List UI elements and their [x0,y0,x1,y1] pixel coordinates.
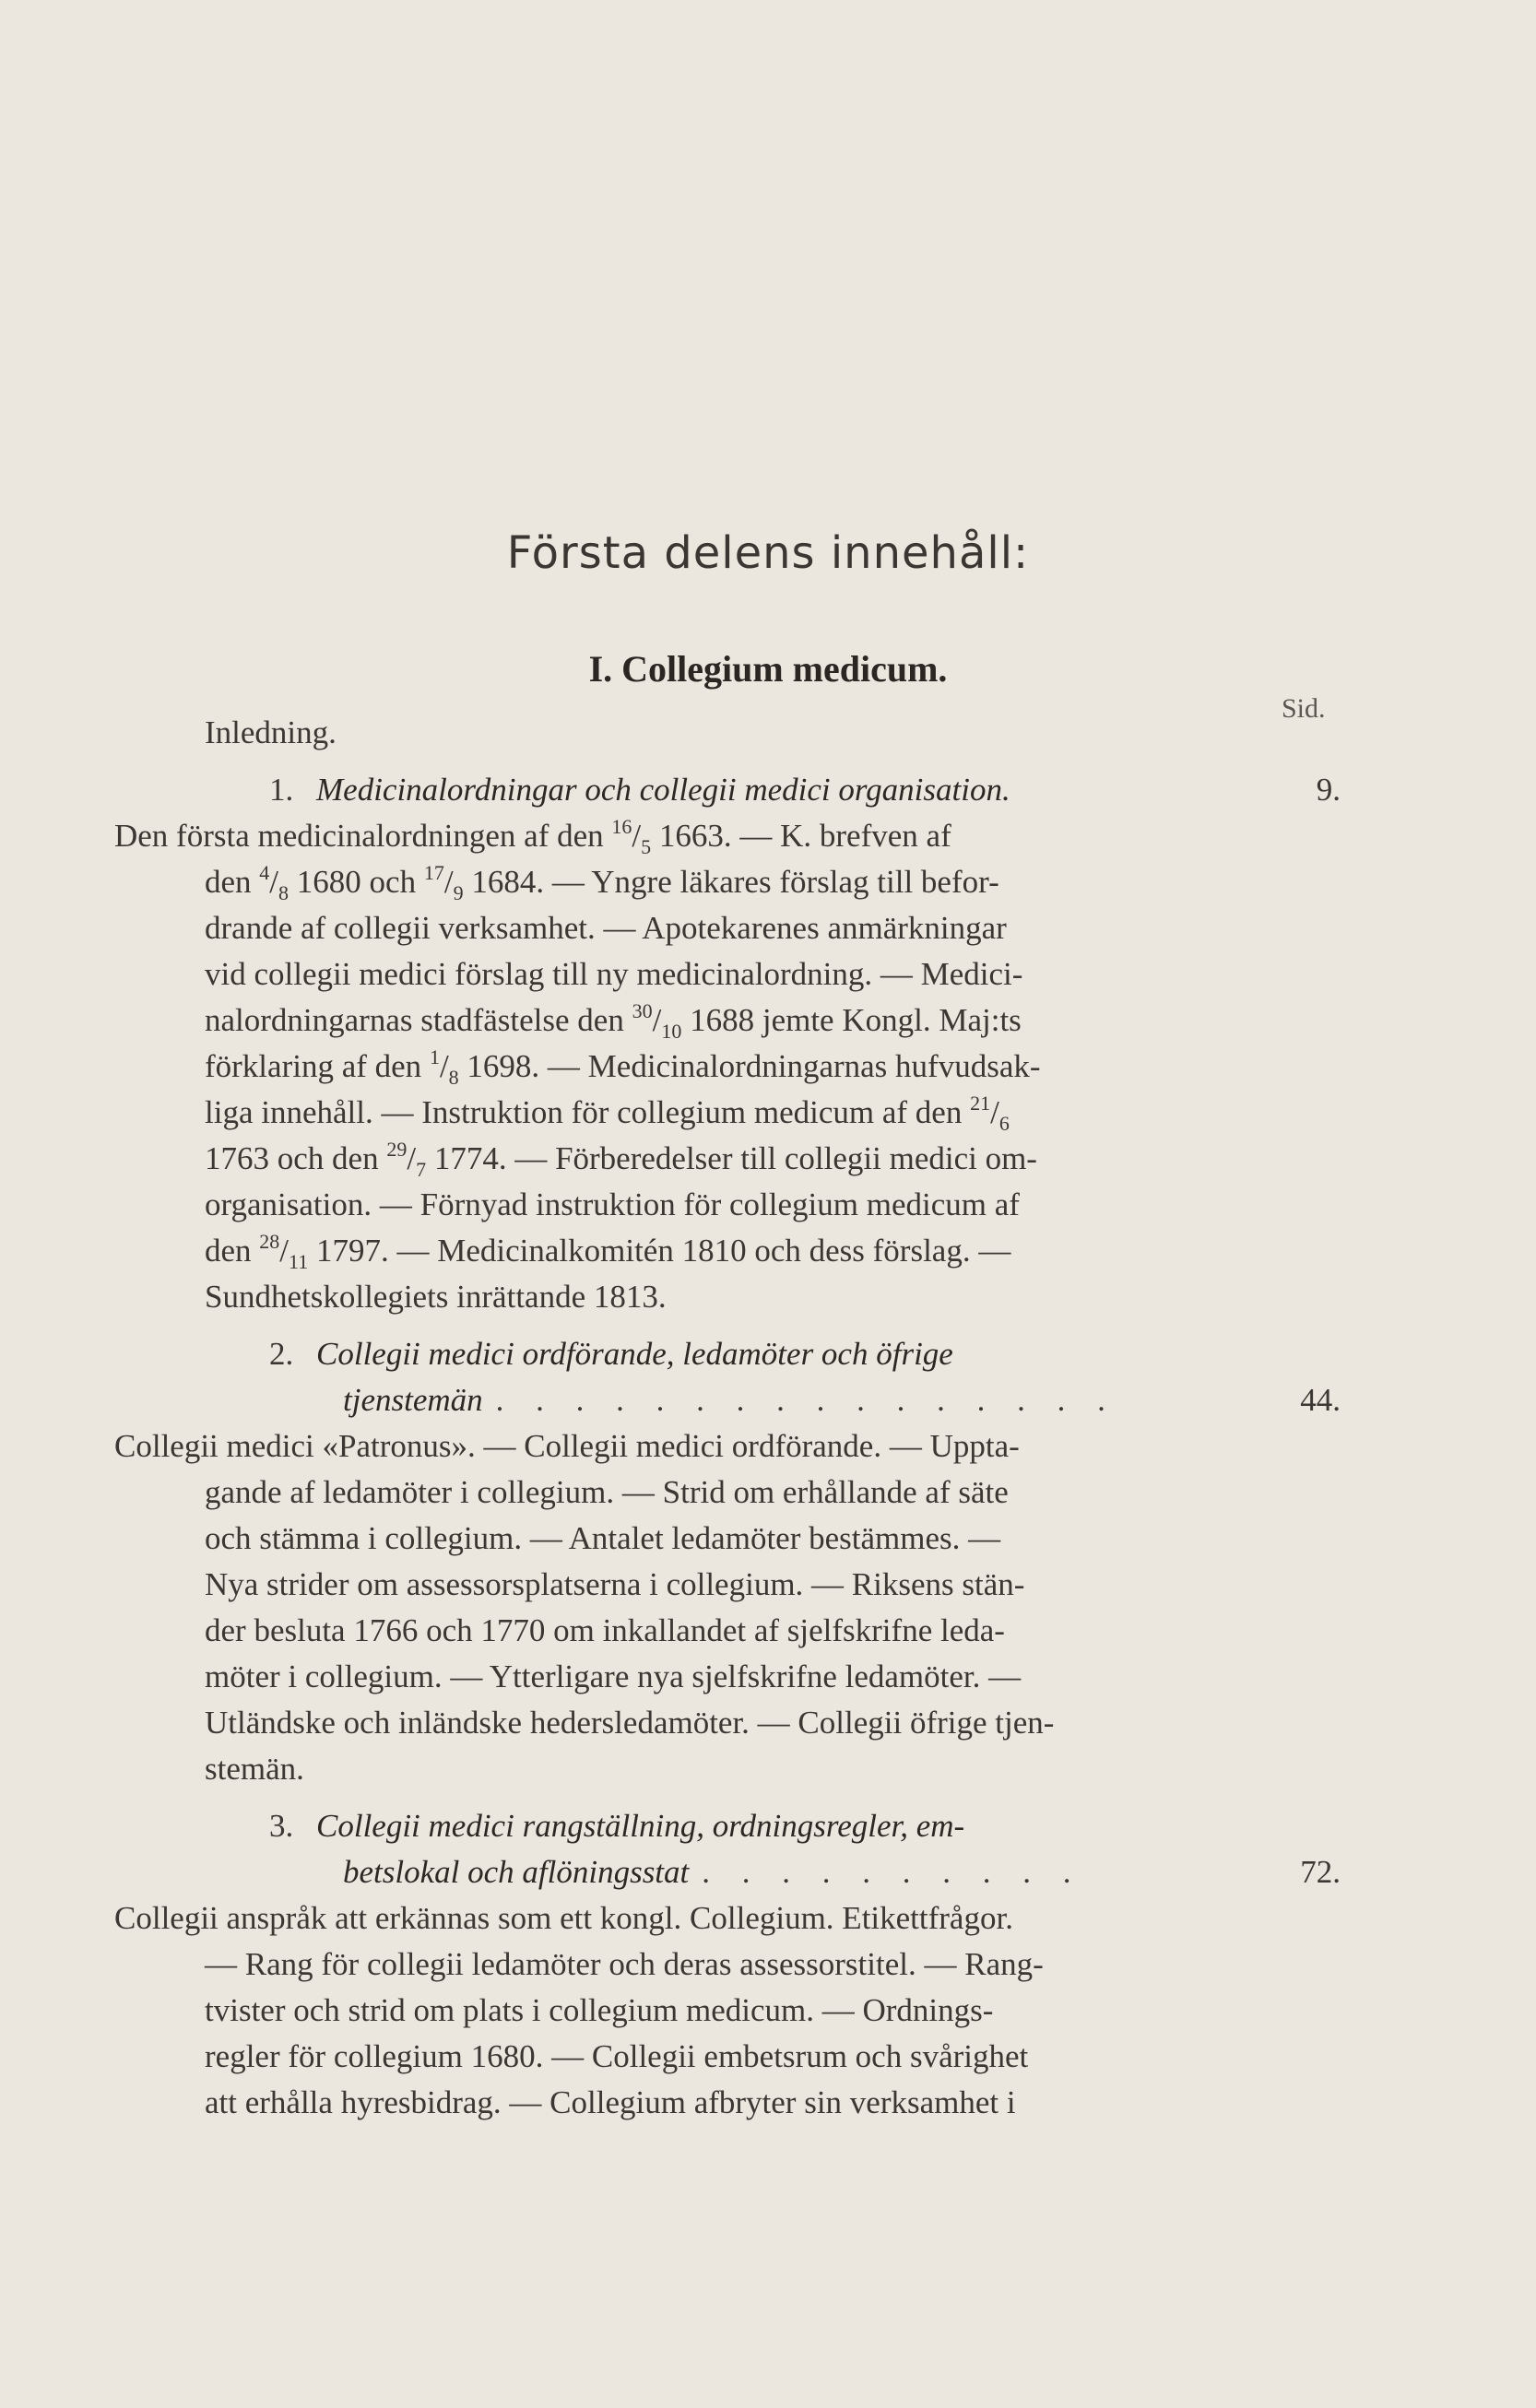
chapter1-title: Medicinalordningar och collegii medici organisation. [316,772,1010,808]
summary-line [205,905,1007,951]
summary-text: 1797. — Medicinalkomitén 1810 och dess förslag. — [308,1233,1011,1269]
fraction-day: 4 [259,861,270,884]
date-fraction [429,1045,459,1089]
fraction-day: 16 [611,815,632,838]
summary-text: 1774. — Förberedelser till collegii medici om- [426,1140,1037,1176]
summary-line [205,1090,1010,1136]
fraction-month: 10 [661,1020,682,1043]
summary-line [205,1274,667,1320]
chapter3-number: 3. [269,1808,294,1844]
chapter2-heading-cont [343,1377,1117,1423]
summary-line [205,951,1022,997]
fraction-day: 17 [423,861,444,884]
date-fraction [386,1138,427,1181]
fraction-slash: / [990,1094,999,1130]
chapter2-title-line1: Collegii medici ordförande, ledamöter och öfrige [316,1336,953,1372]
summary-text: 1680 och [289,864,424,900]
page-column-label: Sid. [1282,693,1326,724]
summary-text: 1684. — Yngre läkares förslag till befor- [463,864,999,900]
fraction-slash: / [269,864,279,900]
fraction-month: 11 [289,1250,309,1273]
summary-text: der besluta 1766 och 1770 om inkallandet af sjelfskrifne leda- [205,1612,1005,1648]
chapter3-heading-cont [343,1849,1083,1895]
chapter3-leader: . . . . . . . . . . [702,1854,1083,1890]
summary-text: förklaring af den [205,1048,430,1084]
summary-text: Nya strider om assessorsplatserna i collegium. — Riksens stän- [205,1566,1025,1602]
date-fraction [611,815,652,858]
chapter3-heading [269,1803,964,1849]
summary-line [114,1895,1013,1942]
summary-text: att erhålla hyresbidrag. — Collegium afbryter sin verksamhet i [205,2084,1016,2120]
fraction-month: 9 [453,881,464,904]
fraction-slash: / [439,1048,449,1084]
chapter2-title-line2: tjenstemän [343,1382,483,1418]
summary-text: liga innehåll. — Instruktion för collegium medicum af den [205,1094,971,1130]
summary-text: den [205,864,260,900]
chapter3-page: 72. [1300,1854,1341,1890]
summary-text: vid collegii medici förslag till ny medicinalordning. — Medici- [205,956,1023,992]
fraction-slash: / [279,1233,289,1269]
chapter3-title-line2: betslokal och aflöningsstat [343,1854,690,1890]
date-fraction [259,1230,309,1273]
fraction-month: 8 [278,881,289,904]
summary-line [205,1136,1037,1182]
date-fraction [970,1092,1010,1135]
summary-text: gande af ledamöter i collegium. — Strid om erhållande af säte [205,1474,1009,1510]
fraction-day: 1 [429,1045,440,1068]
summary-line [205,1700,1054,1746]
summary-text: 1688 jemte Kongl. Maj:ts [681,1002,1022,1038]
fraction-slash: / [632,818,642,854]
fraction-slash: / [407,1140,417,1176]
summary-text: Collegii medici «Patronus». — Collegii medici ordförande. — Uppta- [114,1428,1020,1464]
section-title: I. Collegium medicum. [588,648,948,690]
fraction-day: 28 [259,1230,280,1253]
chapter1-number: 1. [269,772,294,808]
chapter2-page: 44. [1300,1382,1341,1418]
summary-line [205,1044,1041,1090]
page-heading: Första delens innehåll: [506,527,1030,579]
summary-line [205,1228,1010,1274]
summary-text: regler för collegium 1680. — Collegii embetsrum och svårighet [205,2038,1029,2074]
summary-text: drande af collegii verksamhet. — Apotekarenes anmärkningar [205,910,1007,946]
fraction-day: 29 [386,1138,408,1161]
fraction-month: 7 [416,1158,427,1181]
fraction-day: 21 [970,1092,991,1115]
chapter2-number: 2. [269,1336,294,1372]
summary-text: Utländske och inländske hedersledamöter. — Collegii öfrige tjen- [205,1705,1055,1741]
date-fraction [423,861,464,904]
chapter1-page: 9. [1316,772,1341,808]
fraction-slash: / [443,864,454,900]
chapter3-title-line1: Collegii medici rangställning, ordningsregler, em- [316,1808,965,1844]
date-fraction [259,861,289,904]
summary-text: nalordningarnas stadfästelse den [205,1002,632,1038]
summary-line [205,997,1022,1044]
summary-text: Collegii anspråk att erkännas som ett kongl. Collegium. Etikettfrågor. [114,1900,1013,1936]
summary-line [205,1470,1009,1516]
summary-text: 1763 och den [205,1140,387,1176]
summary-text: stemän. [205,1751,304,1787]
summary-text: 1663. — K. brefven af [651,818,951,854]
summary-line [205,1516,1000,1562]
fraction-slash: / [652,1002,662,1038]
summary-text: tvister och strid om plats i collegium medicum. — Ordnings- [205,1992,994,2028]
fraction-month: 6 [998,1112,1010,1135]
summary-line [205,1746,304,1792]
summary-text: den [205,1233,260,1269]
summary-text: 1698. — Medicinalordningarnas hufvudsak- [458,1048,1041,1084]
date-fraction [632,999,682,1043]
chapter2-leader: . . . . . . . . . . . . . . . . [495,1382,1117,1418]
summary-line [114,813,951,859]
summary-line [205,1562,1024,1608]
chapter2-heading [269,1331,953,1377]
fraction-month: 5 [641,835,652,858]
summary-text: Sundhetskollegiets inrättande 1813. [205,1279,667,1315]
summary-line [205,1988,993,2034]
fraction-day: 30 [632,999,653,1022]
summary-line [205,1608,1005,1654]
chapter1-heading [269,767,1010,813]
fraction-month: 8 [448,1066,459,1089]
summary-text: och stämma i collegium. — Antalet ledamöter bestämmes. — [205,1520,1001,1556]
summary-text: organisation. — Förnyad instruktion för collegium medicum af [205,1186,1020,1222]
intro-label: Inledning. [205,714,337,750]
summary-line [205,2034,1028,2080]
summary-line [114,1423,1020,1470]
summary-text: Den första medicinalordningen af den [114,818,612,854]
summary-line [205,1654,1021,1700]
summary-text: — Rang för collegii ledamöter och deras assessorstitel. — Rang- [205,1946,1044,1982]
summary-line [205,2080,1016,2126]
summary-text: möter i collegium. — Ytterligare nya sjelfskrifne ledamöter. — [205,1658,1022,1694]
summary-line [205,859,999,905]
summary-line [205,1182,1020,1228]
summary-line [205,1942,1044,1988]
